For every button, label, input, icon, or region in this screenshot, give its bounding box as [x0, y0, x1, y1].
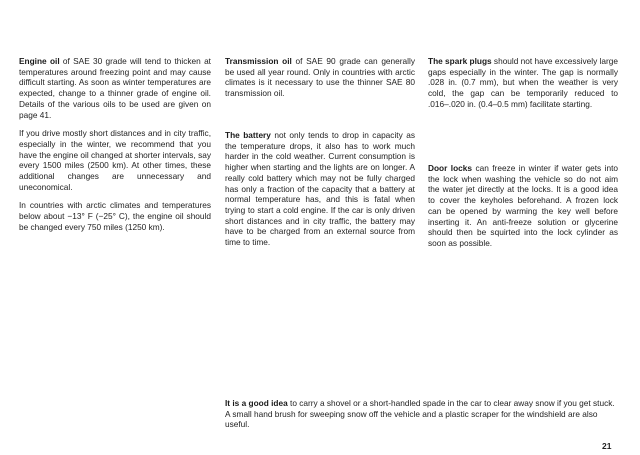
door-locks-text: can freeze in winter if water gets into the lock when washing the vehicle so do not aim the water jet directly at the locks. It is a good idea to cover the keyholes beforehand. A frozen lock can be opened by warming the key well before inserting it. An anti-freeze solution or glycerine should then be squirted into the lock cylinder as soon as possible. — [428, 163, 618, 248]
engine-oil-text: of SAE 30 grade will tend to thicken at temperatures around freezing point and may cause difficult starting. As soon as winter temperatures are expected, change to a thinner grade of engine oil. Details of the various oils to be used are given on page 41. — [19, 56, 211, 120]
battery-text: not only tends to drop in capacity as the temperature drops, it also has to work much harder in the cold weather. Current consumption is higher when starting and the lights are on longer. A really cold battery which may not be fully charged has only a fraction of the capacity that a battery at normal temperature has, and this is fatal when trying to start a cold engine. If the car is only driven short distances and in city traffic, the battery may have to be charged from an external source from time to time. — [225, 130, 415, 248]
door-locks-paragraph — [428, 163, 618, 249]
transmission-oil-heading: Transmission oil — [225, 56, 292, 66]
spark-plugs-heading: The spark plugs — [428, 56, 492, 66]
good-idea-paragraph — [225, 398, 620, 430]
city-traffic-paragraph: If you drive mostly short distances and in city traffic, especially in the winter, we recommend that you have the engine oil changed at shorter intervals, say every 1500 miles (2500 km). At other times, these additional changes are unnecessary and uneconomical. — [19, 128, 211, 192]
engine-oil-column — [19, 56, 211, 241]
arctic-paragraph: In countries with arctic climates and temperatures below about −13° F (−25° C), the engine oil should be changed every 750 miles (1250 km). — [19, 200, 211, 232]
page-number: 21 — [602, 441, 612, 451]
engine-oil-paragraph — [19, 56, 211, 120]
battery-heading: The battery — [225, 130, 271, 140]
transmission-oil-text: of SAE 90 grade can generally be used all year round. Only in countries with arctic climates is it necessary to use the thinner SAE 80 transmission oil. — [225, 56, 415, 99]
transmission-oil-paragraph — [225, 56, 415, 99]
good-idea-heading: It is a good idea — [225, 398, 288, 408]
engine-oil-heading: Engine oil — [19, 56, 60, 66]
good-idea-text: to carry a shovel or a short-handled spade in the car to clear away snow if you get stuck. A small hand brush for sweeping snow off the vehicle and a plastic scraper for the windshield are also useful. — [225, 398, 615, 430]
spark-plugs-text: should not have excessively large gaps especially in the winter. The gap is normally .028 in. (0.7 mm), but when the weather is very cold, the gap can be temporarily reduced to .016–.020 in. (0.4–0.5 mm) facilitate starting. — [428, 56, 618, 109]
spark-plugs-paragraph — [428, 56, 618, 110]
battery-paragraph — [225, 130, 415, 248]
door-locks-heading: Door locks — [428, 163, 473, 173]
